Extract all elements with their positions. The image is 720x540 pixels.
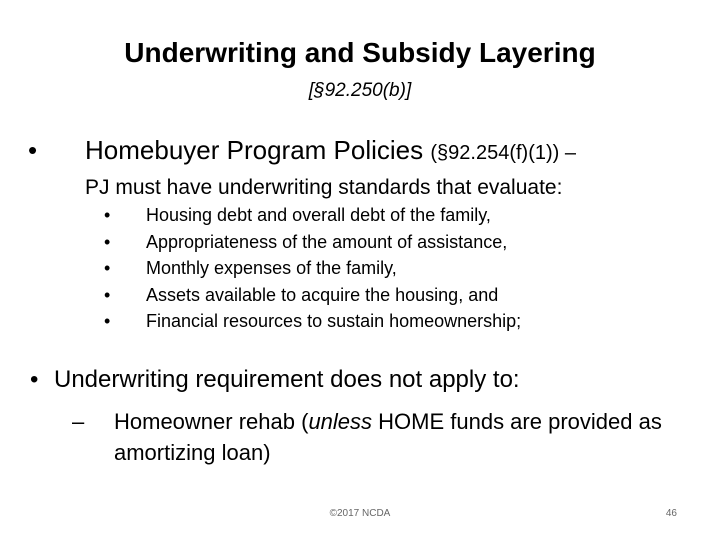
underwriting-criteria-list <box>104 202 664 335</box>
slide-title: Underwriting and Subsidy Layering <box>124 37 596 68</box>
page-number: 46 <box>665 508 677 519</box>
text-before: Homeowner rehab ( <box>114 409 309 434</box>
list-item <box>104 229 664 256</box>
list-item-text: Housing debt and overall debt of the family, <box>146 205 491 225</box>
list-item-text: Assets available to acquire the housing, and <box>146 284 499 305</box>
bullet-text: Underwriting requirement does not apply to: <box>54 366 520 393</box>
list-item <box>104 282 664 309</box>
list-item-text: Financial resources to sustain homeownership; <box>146 311 522 331</box>
sub-bullet-dot: • <box>104 258 111 278</box>
list-item-text: Appropriateness of the amount of assistance, <box>146 231 508 252</box>
slide-subtitle: [§92.250(b)] <box>308 80 412 101</box>
sub-bullet-dot: • <box>104 205 111 225</box>
footer-copyright: ©2017 NCDA <box>329 508 391 519</box>
bullet-dot: • <box>28 135 38 165</box>
list-item <box>104 255 664 282</box>
bullet-lead-text: Homebuyer Program Policies <box>85 135 424 165</box>
emphasis-unless: unless <box>308 409 373 434</box>
sub-bullet-dot: • <box>104 231 111 252</box>
bullet-underwriting-exemption <box>30 364 710 396</box>
list-item <box>104 308 664 335</box>
bullet-line-1 <box>85 132 576 171</box>
bullet-dot: • <box>30 366 39 393</box>
sub-bullet-dot: • <box>104 284 111 305</box>
list-item-text: Monthly expenses of the family, <box>146 258 397 278</box>
bullet-continuation: PJ must have underwriting standards that evaluate: <box>85 176 563 199</box>
text-after: HOME funds are provided as amortizing loan) <box>114 409 662 465</box>
dash-bullet: – <box>72 409 85 434</box>
list-item <box>104 202 664 229</box>
sub-bullet-dot: • <box>104 311 111 331</box>
bullet-reference: (§92.254(f)(1)) – <box>430 142 576 164</box>
sub-bullet-text <box>114 406 674 468</box>
